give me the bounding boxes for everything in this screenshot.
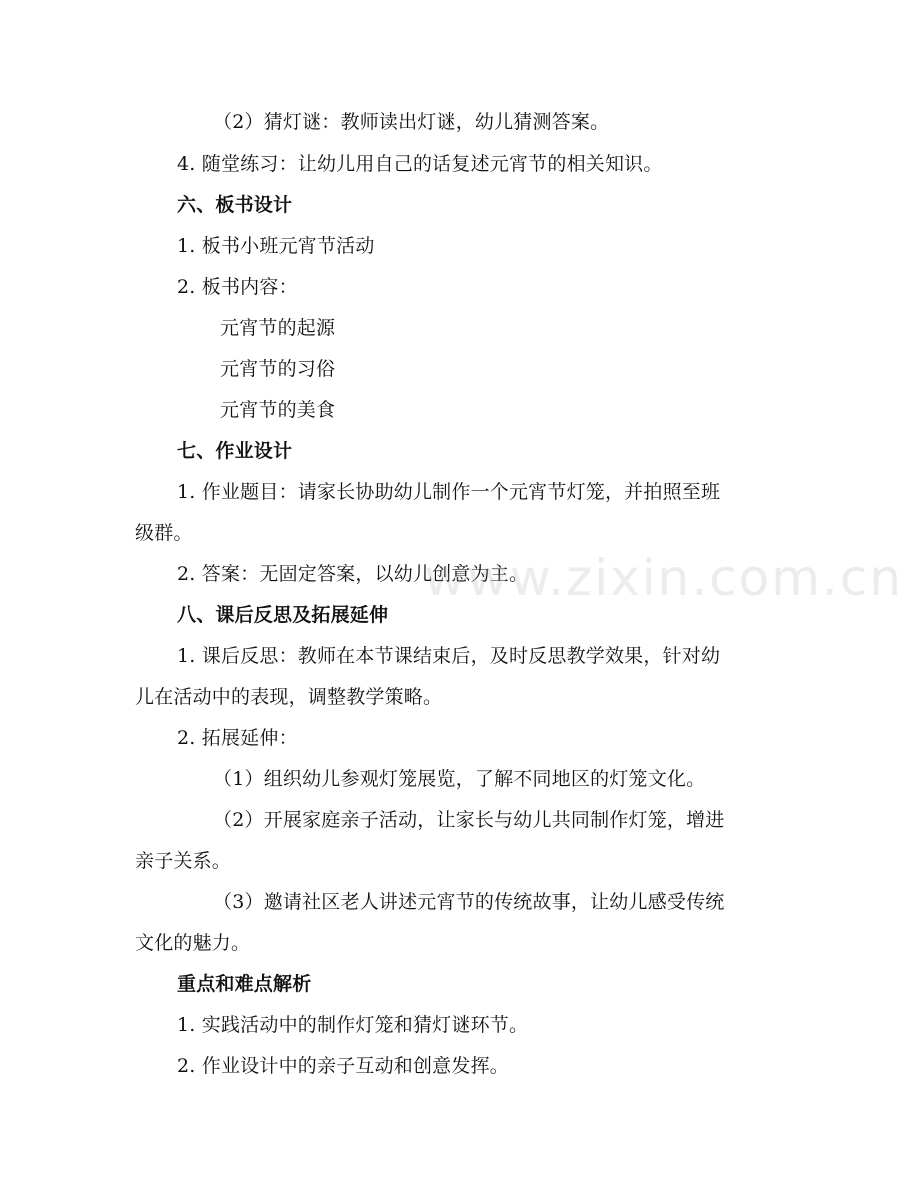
text-line-food: 元宵节的美食 [220, 399, 336, 421]
section-heading-reflection: 八、课后反思及拓展延伸 [177, 604, 389, 626]
text-line-key-point-2: 2. 作业设计中的亲子互动和创意发挥。 [177, 1055, 509, 1077]
section-heading-key-points: 重点和难点解析 [177, 973, 312, 995]
text-line-reflection: 1. 课后反思：教师在本节课结束后，及时反思教学效果，针对幼 [177, 645, 721, 667]
text-line-reflection-cont: 儿在活动中的表现，调整教学策略。 [135, 686, 443, 708]
text-line-homework-answer: 2. 答案：无固定答案，以幼儿创意为主。 [177, 563, 529, 585]
text-line-extension-3: （3）邀请社区老人讲述元宵节的传统故事，让幼儿感受传统 [213, 891, 725, 913]
text-line-extension-2-cont: 亲子关系。 [135, 850, 232, 872]
text-line-blackboard-title: 1. 板书小班元宵节活动 [177, 235, 375, 257]
text-line-extension-1: （1）组织幼儿参观灯笼展览，了解不同地区的灯笼文化。 [213, 768, 706, 790]
section-heading-homework: 七、作业设计 [177, 440, 293, 462]
text-line-blackboard-content: 2. 板书内容： [177, 276, 298, 298]
text-line-extension-2: （2）开展家庭亲子活动，让家长与幼儿共同制作灯笼，增进 [213, 809, 725, 831]
text-line-key-point-1: 1. 实践活动中的制作灯笼和猜灯谜环节。 [177, 1014, 529, 1036]
watermark: www.zixin.com.cn [424, 549, 904, 607]
text-line-customs: 元宵节的习俗 [220, 358, 336, 380]
text-line-homework-topic-cont: 级群。 [135, 522, 193, 544]
text-line-riddle-guess: （2）猜灯谜：教师读出灯谜，幼儿猜测答案。 [213, 111, 610, 133]
text-line-homework-topic: 1. 作业题目：请家长协助幼儿制作一个元宵节灯笼，并拍照至班 [177, 481, 721, 503]
text-line-origin: 元宵节的起源 [220, 317, 336, 339]
text-line-practice: 4. 随堂练习：让幼儿用自己的话复述元宵节的相关知识。 [177, 153, 663, 175]
text-line-extension: 2. 拓展延伸： [177, 727, 298, 749]
text-line-extension-3-cont: 文化的魅力。 [135, 932, 251, 954]
section-heading-blackboard: 六、板书设计 [177, 194, 293, 216]
